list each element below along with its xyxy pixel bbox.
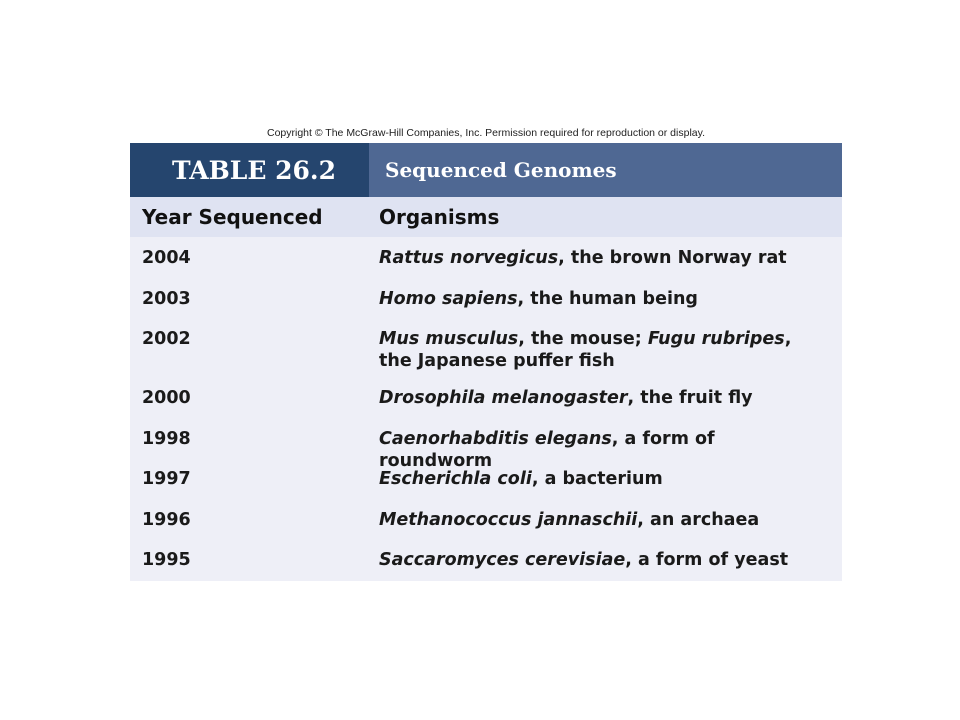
table-row xyxy=(130,428,842,472)
species-name: Rattus norvegicus xyxy=(379,248,559,268)
table-row xyxy=(130,387,842,409)
table-title-bar xyxy=(130,143,842,197)
table-row xyxy=(130,288,842,310)
row-year: 1998 xyxy=(142,429,191,449)
row-year: 1997 xyxy=(142,469,191,489)
header-year-sequenced: Year Sequenced xyxy=(142,205,323,229)
row-organism xyxy=(369,387,842,409)
common-name: , a form of roundworm xyxy=(379,429,715,471)
common-name: , the mouse; xyxy=(518,329,648,349)
species-name: Homo sapiens xyxy=(379,289,518,309)
row-organism xyxy=(369,247,842,269)
row-organism xyxy=(369,328,842,372)
common-name: , the brown Norway rat xyxy=(558,248,787,268)
table-row xyxy=(130,509,842,531)
table-header-row xyxy=(130,197,842,237)
copyright-notice: Copyright © The McGraw-Hill Companies, Inc. Permission required for reproduction or display. xyxy=(266,127,706,139)
species-name: Caenorhabditis elegans xyxy=(379,429,612,449)
header-organisms: Organisms xyxy=(379,205,500,229)
table-row xyxy=(130,328,842,372)
row-organism xyxy=(369,288,842,310)
species-name: Methanococcus jannaschii xyxy=(379,510,638,530)
species-name: Fugu rubripes xyxy=(647,329,785,349)
table-number: TABLE 26.2 xyxy=(130,143,369,197)
row-organism xyxy=(369,549,842,571)
common-name: , a form of yeast xyxy=(625,550,789,570)
species-name: Mus musculus xyxy=(379,329,519,349)
species-name: Drosophila melanogaster xyxy=(379,388,628,408)
row-organism xyxy=(369,509,842,531)
table-row xyxy=(130,549,842,571)
row-organism xyxy=(369,428,842,472)
row-year: 2003 xyxy=(142,289,191,309)
species-name: Escherichla coli xyxy=(379,469,532,489)
common-name: , the fruit fly xyxy=(627,388,753,408)
table-row xyxy=(130,247,842,269)
species-name: Saccaromyces cerevisiae xyxy=(379,550,626,570)
common-name: , an archaea xyxy=(637,510,760,530)
row-year: 2000 xyxy=(142,388,191,408)
row-year: 1996 xyxy=(142,510,191,530)
row-year: 2004 xyxy=(142,248,191,268)
row-organism xyxy=(369,468,842,490)
row-year: 2002 xyxy=(142,329,191,349)
common-name: , a bacterium xyxy=(531,469,663,489)
common-name: , the Japanese puffer fish xyxy=(379,329,792,371)
sequenced-genomes-table xyxy=(130,143,842,581)
common-name: , the human being xyxy=(517,289,698,309)
table-row xyxy=(130,468,842,490)
row-year: 1995 xyxy=(142,550,191,570)
table-title: Sequenced Genomes xyxy=(369,143,842,197)
